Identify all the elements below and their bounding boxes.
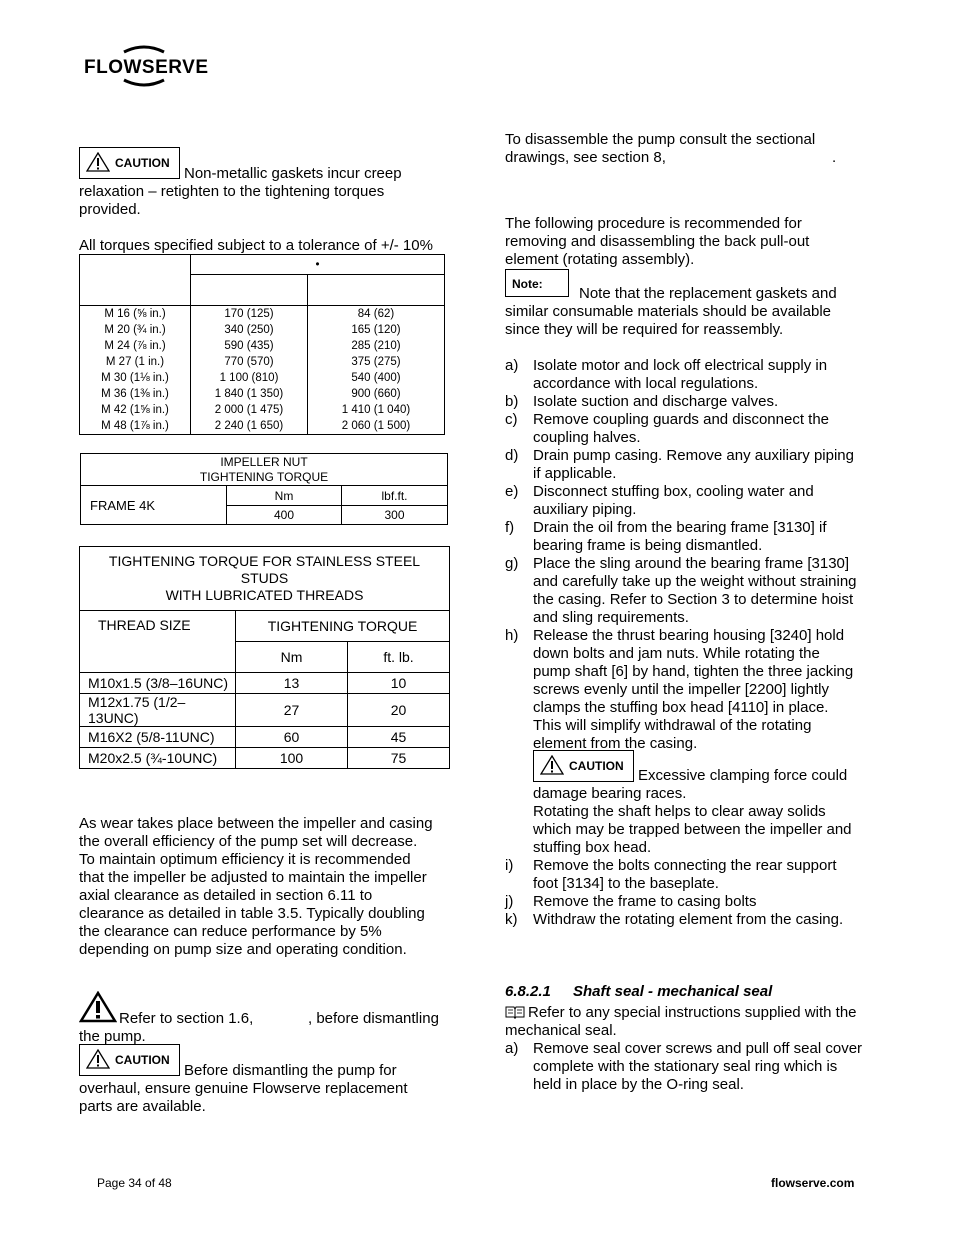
list-item [505, 357, 885, 393]
table2-col-lbf: lbf.ft. [342, 486, 448, 506]
seal-steps [505, 1040, 885, 1094]
list-line: clamps the stuffing box head [4110] in place. [533, 699, 829, 716]
list-item [505, 447, 885, 483]
table1-cell: 2 240 (1 650) [214, 420, 284, 432]
table1-cell: 1 410 (1 040) [341, 404, 411, 416]
intro-end: . [832, 149, 837, 166]
list-item [505, 483, 885, 519]
caution-box-2 [79, 1044, 180, 1076]
wear-line: that the impeller be adjusted to maintain the impeller [79, 869, 427, 886]
list-line: Disconnect stuffing box, cooling water and [533, 483, 814, 500]
table3-title-l3: WITH LUBRICATED THREADS [165, 587, 364, 603]
refer-text-line2: the pump. [79, 1028, 146, 1045]
steps-list [505, 357, 885, 753]
note-box [505, 269, 569, 297]
table3-col-nm: Nm [236, 642, 348, 673]
wear-line: the overall efficiency of the pump set will decrease. [79, 833, 418, 850]
list-line: Remove the bolts connecting the rear support [533, 857, 837, 874]
caution1-text: Non-metallic gaskets incur creep [184, 165, 402, 182]
table3-row-nm: 60 [236, 727, 348, 748]
table1-cell: 770 (570) [224, 356, 274, 368]
torque-table-1 [79, 254, 445, 435]
stainless-studs-table [79, 546, 450, 769]
list-line: auxiliary piping. [533, 501, 637, 518]
list-key: a) [505, 1040, 519, 1057]
warning-triangle-icon [540, 755, 564, 775]
caution-box-1 [79, 147, 180, 179]
wear-line: depending on pump size and operating condition. [79, 941, 407, 958]
list-line: Isolate motor and lock off electrical supply in [533, 357, 828, 374]
list-item [505, 893, 885, 911]
list-line: complete with the stationary seal ring which is [533, 1058, 838, 1075]
footer-site: flowserve.com [771, 1176, 855, 1190]
caution-label: CAUTION [569, 759, 624, 773]
list-line: and carefully take up the weight without straining [533, 573, 857, 590]
list-line: Drain the oil from the bearing frame [3130] if [533, 519, 827, 536]
table1-cell: 375 (275) [351, 356, 401, 368]
caution-box-3 [533, 750, 634, 782]
table1-col-a [191, 306, 308, 435]
table1-cell: M 24 (⅞ in.) [104, 340, 166, 352]
list-line: pump shaft [6] by hand, tighten the three jacking [533, 663, 854, 680]
table3-title-l2: STUDS [240, 570, 289, 586]
wear-line: To maintain optimum efficiency it is recommended [79, 851, 411, 868]
table3-row-nm: 13 [236, 673, 348, 694]
list-line: Withdraw the rotating element from the casing. [533, 911, 844, 928]
warning-triangle-icon [86, 1049, 110, 1069]
steps-list-2 [505, 857, 885, 929]
list-line: screws evenly until the impeller [2200] lightly [533, 681, 829, 698]
caution1-line2: relaxation – retighten to the tightening torques [79, 183, 385, 200]
table1-cell: 2 000 (1 475) [214, 404, 284, 416]
list-line: if applicable. [533, 465, 617, 482]
table1-cell: 340 (250) [224, 324, 274, 336]
table3-row-ft: 45 [348, 727, 450, 748]
wear-line: axial clearance as detailed in section 6.11 to [79, 887, 373, 904]
table3-col-ftlb: ft. lb. [348, 642, 450, 673]
table1-cell: M 30 (1⅛ in.) [101, 372, 169, 384]
caution3-line5: stuffing box head. [533, 839, 652, 856]
table1-cell: 1 840 (1 350) [214, 388, 284, 400]
table3-col-torque: TIGHTENING TORQUE [236, 611, 450, 642]
list-line: the casing. Refer to Section 3 to determine hoist [533, 591, 854, 608]
table1-cell: M 27 (1 in.) [105, 356, 165, 368]
page-number: Page 34 of 48 [97, 1176, 172, 1190]
caution3-text: Excessive clamping force could [638, 767, 848, 784]
warning-triangle-icon [86, 152, 110, 172]
table1-size-col [80, 306, 191, 435]
table3-title-l1: TIGHTENING TORQUE FOR STAINLESS STEEL [108, 553, 421, 569]
flowserve-logo [84, 44, 209, 88]
list-line: accordance with local regulations. [533, 375, 759, 392]
table3-row-size: M20x2.5 (¾-10UNC) [80, 748, 236, 769]
refer-text-b: , before dismantling [308, 1010, 439, 1027]
table1-col-b [308, 306, 445, 435]
logo-text: FLOWSERVE [84, 57, 209, 78]
table3-row-ft: 75 [348, 748, 450, 769]
proc-line3: element (rotating assembly). [505, 251, 695, 268]
list-key: d) [505, 447, 519, 464]
table1-cell: 2 060 (1 500) [341, 420, 411, 432]
refer-text-a: Refer to section 1.6, [119, 1010, 254, 1027]
table3-col-thread: THREAD SIZE [80, 611, 236, 673]
list-key: c) [505, 411, 518, 428]
table3-row-size: M16X2 (5/8-11UNC) [80, 727, 236, 748]
list-line: Place the sling around the bearing frame [3130] [533, 555, 850, 572]
table1-cell: M 42 (1⅝ in.) [101, 404, 169, 416]
caution3-line4: which may be trapped between the impeller and [533, 821, 852, 838]
list-line: This will simplify withdrawal of the rotating [533, 717, 812, 734]
table1-header-mark: • [191, 255, 445, 275]
list-key: j) [505, 893, 514, 910]
list-key: b) [505, 393, 519, 410]
table1-cell: 900 (660) [351, 388, 401, 400]
table2-title1: IMPELLER NUT [220, 454, 308, 469]
caution3-line2: damage bearing races. [533, 785, 687, 802]
list-item [505, 393, 885, 411]
table1-cell: 170 (125) [224, 308, 274, 320]
intro-line1: To disassemble the pump consult the sectional [505, 131, 816, 148]
table1-cell: M 36 (1⅜ in.) [101, 388, 169, 400]
table1-cell: M 48 (1⅞ in.) [101, 420, 169, 432]
table1-cell: 285 (210) [351, 340, 401, 352]
subsection-number: 6.8.2.1 [505, 983, 551, 1000]
caution2-line2: overhaul, ensure genuine Flowserve replacement [79, 1080, 408, 1097]
table1-cell: 540 (400) [351, 372, 401, 384]
wear-line: the clearance can reduce performance by 5% [79, 923, 382, 940]
note-line3: since they will be required for reassembly. [505, 321, 784, 338]
impeller-nut-table [80, 453, 448, 525]
list-line: Isolate suction and discharge valves. [533, 393, 779, 410]
list-line: coupling halves. [533, 429, 641, 446]
table3-row-nm: 27 [236, 694, 348, 727]
hazard-triangle-icon [79, 991, 117, 1023]
subsection-title: Shaft seal - mechanical seal [573, 983, 773, 1000]
table2-title2: TIGHTENING TORQUE [199, 469, 329, 484]
list-item [505, 911, 885, 929]
list-line: Remove seal cover screws and pull off seal cover [533, 1040, 863, 1057]
wear-line: As wear takes place between the impeller and casing [79, 815, 433, 832]
table2-col-nm: Nm [227, 486, 342, 506]
list-key: h) [505, 627, 519, 644]
list-line: Drain pump casing. Remove any auxiliary piping [533, 447, 854, 464]
table2-row-label: FRAME 4K [81, 486, 227, 525]
list-item [505, 627, 885, 753]
caution1-line3: provided. [79, 201, 141, 218]
list-line: element from the casing. [533, 735, 698, 752]
wear-paragraph [79, 815, 459, 959]
table1-cell: 590 (435) [224, 340, 274, 352]
book-line2: mechanical seal. [505, 1022, 617, 1039]
caution-label: CAUTION [115, 156, 170, 170]
table3-row-size: M10x1.5 (3/8–16UNC) [80, 673, 236, 694]
caution-label: CAUTION [115, 1053, 170, 1067]
list-line: Release the thrust bearing housing [3240] hold [533, 627, 845, 644]
table1-cell: M 20 (¾ in.) [104, 324, 166, 336]
list-line: down bolts and jam nuts. While rotating the [533, 645, 820, 662]
note-line1: Note that the replacement gaskets and [579, 285, 837, 302]
list-item [505, 1040, 885, 1094]
list-item [505, 857, 885, 893]
caution2-text: Before dismantling the pump for [184, 1062, 397, 1079]
list-item [505, 411, 885, 447]
tolerance-text: All torques specified subject to a tolerance of +/- 10% [79, 237, 433, 254]
list-item [505, 555, 885, 627]
proc-line1: The following procedure is recommended for [505, 215, 802, 232]
table1-cell: M 16 (⅝ in.) [104, 308, 166, 320]
table2-val-lbf: 300 [342, 506, 448, 525]
table1-cell: 1 100 (810) [219, 372, 279, 384]
list-line: and sling requirements. [533, 609, 689, 626]
wear-line: clearance as detailed in table 3.5. Typically doubling [79, 905, 425, 922]
list-key: i) [505, 857, 514, 874]
table2-val-nm: 400 [227, 506, 342, 525]
list-line: held in place by the O-ring seal. [533, 1076, 744, 1093]
book-icon [505, 1005, 525, 1019]
book-line1: Refer to any special instructions supplied with the [528, 1004, 857, 1021]
note-label: Note: [512, 277, 543, 291]
list-key: g) [505, 555, 519, 572]
proc-line2: removing and disassembling the back pull-out [505, 233, 810, 250]
table3-row-size: M12x1.75 (1/2–13UNC) [80, 694, 236, 727]
table3-row-ft: 20 [348, 694, 450, 727]
list-key: f) [505, 519, 515, 536]
list-line: Remove the frame to casing bolts [533, 893, 757, 910]
list-key: e) [505, 483, 519, 500]
table1-cell: 84 (62) [357, 308, 395, 320]
list-line: Remove coupling guards and disconnect the [533, 411, 830, 428]
table1-cell: 165 (120) [351, 324, 401, 336]
list-item [505, 519, 885, 555]
table3-row-ft: 10 [348, 673, 450, 694]
intro-line2: drawings, see section 8, [505, 149, 666, 166]
list-key: k) [505, 911, 518, 928]
table3-row-nm: 100 [236, 748, 348, 769]
note-line2: similar consumable materials should be available [505, 303, 831, 320]
list-line: foot [3134] to the baseplate. [533, 875, 719, 892]
caution2-line3: parts are available. [79, 1098, 206, 1115]
list-key: a) [505, 357, 519, 374]
caution3-line3: Rotating the shaft helps to clear away solids [533, 803, 826, 820]
list-line: bearing frame is being dismantled. [533, 537, 763, 554]
